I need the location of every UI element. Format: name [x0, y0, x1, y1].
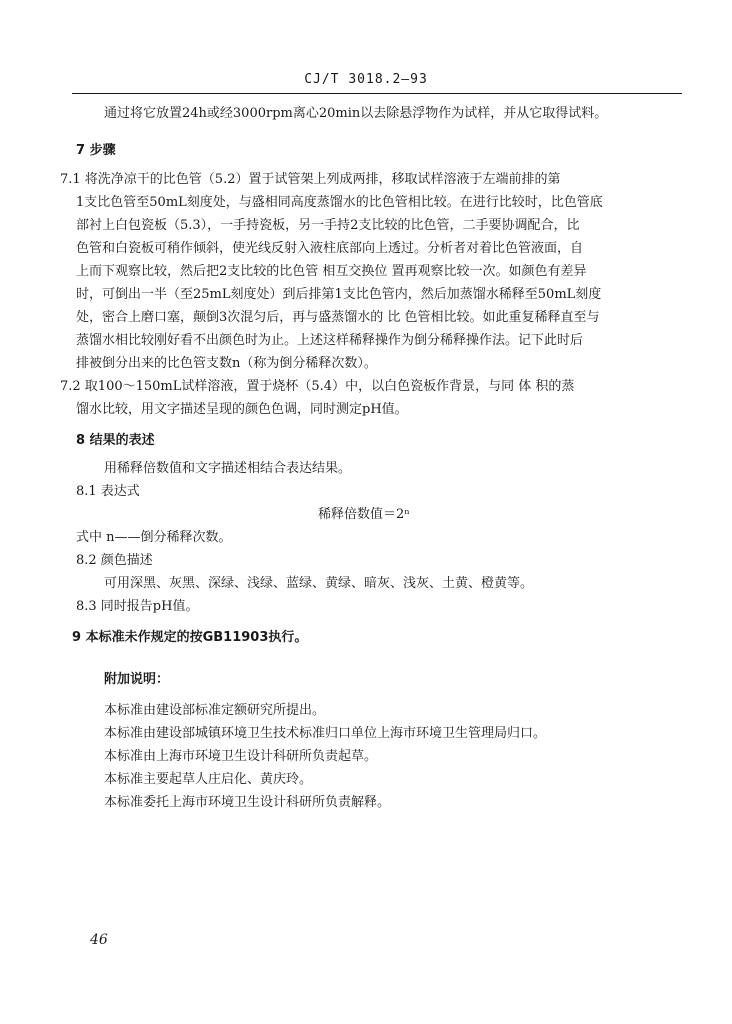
para-7-1-line: 蒸馏水相比较刚好看不出颜色时为止。上述这样稀释操作为倒分稀释操作法。记下此时后 [76, 333, 584, 348]
para-7-1-line: 处，密合上磨口塞，颠倒3次混匀后，再与盛蒸馏水的 比 色管相比较。如此重复稀释直至与 [76, 310, 600, 325]
color-description: 可用深黑、灰黑、深绿、浅绿、蓝绿、黄绿、暗灰、浅灰、土黄、橙黄等。 [104, 576, 534, 591]
subsection-8-3: 8.3 同时报告pH值。 [76, 599, 199, 614]
page-number: 46 [90, 932, 108, 948]
subsection-8-2: 8.2 颜色描述 [76, 553, 153, 568]
intro-paragraph: 通过将它放置24h或经3000rpm离心20min以去除悬浮物作为试样，并从它取得试料。 [104, 106, 608, 121]
para-7-1-line: 1支比色管至50mL刻度处，与盛相同高度蒸馏水的比色管相比较。在进行比较时，比色管底 [76, 195, 603, 210]
notes-title: 附加说明： [104, 672, 170, 687]
subsection-8-1: 8.1 表达式 [76, 484, 140, 499]
section-9-heading: 9 本标准未作规定的按GB11903执行。 [72, 630, 308, 645]
para-7-1-line: 7.1 将洗净凉干的比色管（5.2）置于试管架上列成两排，移取试样溶液于左端前排的第 [60, 172, 561, 187]
header-rule [72, 93, 682, 94]
note-line: 本标准主要起草人庄启化、黄庆玲。 [104, 772, 313, 787]
note-line: 本标准由建设部城镇环境卫生技术标准归口单位上海市环境卫生管理局归口。 [104, 726, 547, 741]
standard-number: CJ/T 3018.2—93 [304, 72, 428, 87]
section-8-heading: 8 结果的表述 [76, 433, 155, 448]
para-7-2-line: 馏水比较，用文字描述呈现的颜色色调，同时测定pH值。 [76, 402, 408, 417]
formula-where: 式中 n——倒分稀释次数。 [76, 530, 232, 545]
para-7-1-line: 上而下观察比较，然后把2支比较的比色管 相互交换位 置再观察比较一次。如颜色有差异 [76, 264, 587, 279]
para-7-1-line: 排被倒分出来的比色管支数n（称为倒分稀释次数）。 [76, 356, 377, 371]
note-line: 本标准由上海市环境卫生设计科研所负责起草。 [104, 749, 378, 764]
para-7-1-line: 时，可倒出一半（至25mL刻度处）到后排第1支比色管内，然后加蒸馏水稀释至50mL刻度 [76, 287, 602, 302]
para-7-1-line: 部衬上白包瓷板（5.3），一手持瓷板，另一手持2支比较的比色管，二手要协调配合，比 [76, 218, 580, 233]
note-line: 本标准由建设部标准定额研究所提出。 [104, 703, 326, 718]
section-8-lead: 用稀释倍数值和文字描述相结合表达结果。 [104, 461, 352, 476]
formula: 稀释倍数值＝2ⁿ [318, 507, 410, 522]
para-7-2-line: 7.2 取100～150mL试样溶液，置于烧杯（5.4）中，以白色瓷板作背景，与同 体 积的蒸 [60, 379, 575, 394]
para-7-1-line: 色管和白瓷板可稍作倾斜，使光线反射入液柱底部向上透过。分析者对着比色管液面，自 [76, 241, 584, 256]
note-line: 本标准委托上海市环境卫生设计科研所负责解释。 [104, 795, 391, 810]
section-7-heading: 7 步骤 [76, 143, 116, 158]
